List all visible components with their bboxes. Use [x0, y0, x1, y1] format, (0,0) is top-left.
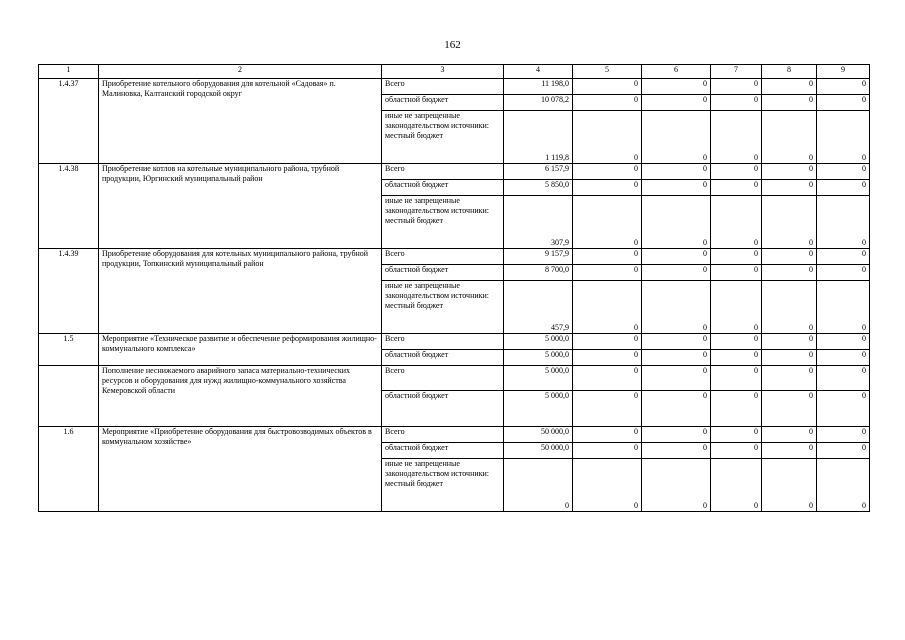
amount-cell: 0 [817, 443, 870, 459]
item-code: 1.4.38 [39, 164, 99, 249]
funding-source-sublabel: местный бюджет [385, 216, 443, 225]
funding-source [382, 334, 504, 350]
column-header: 6 [642, 65, 711, 79]
item-description: Пополнение неснижаемого аварийного запаса материально-технических ресурсов и оборудования для нужд жилищно-коммунального хозяйства Кемеровской области [99, 366, 382, 427]
funding-source [382, 391, 504, 427]
amount-cell: 5 850,0 [504, 180, 573, 196]
funding-source [382, 443, 504, 459]
amount-cell: 0 [817, 111, 870, 164]
amount-cell: 5 000,0 [504, 391, 573, 427]
funding-source [382, 350, 504, 366]
funding-source [382, 164, 504, 180]
amount-cell: 0 [642, 164, 711, 180]
amount-cell: 0 [573, 95, 642, 111]
item-description: Приобретение котельного оборудования для котельной «Садовая» п. Малиновка, Калтанский городской округ [99, 79, 382, 164]
amount-cell: 1 119,8 [504, 111, 573, 164]
funding-source [382, 366, 504, 391]
page-number: 162 [444, 39, 461, 51]
amount-cell: 0 [642, 265, 711, 281]
funding-source [382, 459, 504, 512]
column-header: 2 [99, 65, 382, 79]
funding-source-label: областной бюджет [385, 95, 449, 104]
funding-source-sublabel: местный бюджет [385, 131, 443, 140]
amount-cell: 8 700,0 [504, 265, 573, 281]
funding-source [382, 265, 504, 281]
amount-cell: 0 [762, 281, 817, 334]
table-row [39, 79, 870, 95]
amount-cell: 0 [817, 164, 870, 180]
funding-source-sublabel: местный бюджет [385, 301, 443, 310]
funding-source [382, 111, 504, 164]
funding-source-label: Всего [385, 427, 405, 436]
amount-cell: 0 [573, 281, 642, 334]
amount-cell: 0 [573, 350, 642, 366]
amount-cell: 0 [711, 459, 762, 512]
amount-cell: 0 [711, 366, 762, 391]
amount-cell: 0 [642, 180, 711, 196]
funding-source [382, 249, 504, 265]
amount-cell: 0 [642, 281, 711, 334]
amount-cell: 0 [762, 334, 817, 350]
amount-cell: 0 [573, 366, 642, 391]
amount-cell: 0 [762, 443, 817, 459]
column-header: 3 [382, 65, 504, 79]
amount-cell: 50 000,0 [504, 427, 573, 443]
amount-cell: 0 [711, 164, 762, 180]
column-header: 4 [504, 65, 573, 79]
amount-cell: 0 [573, 180, 642, 196]
amount-cell: 0 [711, 180, 762, 196]
header-row [39, 65, 870, 79]
amount-cell: 0 [642, 350, 711, 366]
amount-cell: 0 [711, 249, 762, 265]
funding-source-label: Всего [385, 164, 405, 173]
amount-cell: 5 000,0 [504, 334, 573, 350]
column-header: 7 [711, 65, 762, 79]
amount-cell: 0 [762, 427, 817, 443]
table-row [39, 366, 870, 391]
table-row [39, 334, 870, 350]
budget-table [38, 64, 870, 512]
amount-cell: 0 [573, 334, 642, 350]
amount-cell: 0 [711, 265, 762, 281]
amount-cell: 0 [711, 281, 762, 334]
amount-cell: 0 [762, 265, 817, 281]
funding-source [382, 180, 504, 196]
table-row [39, 249, 870, 265]
table-body [39, 79, 870, 512]
amount-cell: 0 [642, 249, 711, 265]
amount-cell: 0 [817, 196, 870, 249]
funding-source-label: областной бюджет [385, 180, 449, 189]
funding-source-label: областной бюджет [385, 350, 449, 359]
funding-source-label: областной бюджет [385, 391, 449, 400]
amount-cell: 0 [504, 459, 573, 512]
funding-source-label: Всего [385, 334, 405, 343]
amount-cell: 0 [573, 79, 642, 95]
item-description: Приобретение оборудования для котельных муниципального района, трубной продукции, Топкинский муниципальный район [99, 249, 382, 334]
amount-cell: 0 [711, 79, 762, 95]
column-header: 5 [573, 65, 642, 79]
amount-cell: 0 [711, 111, 762, 164]
funding-source [382, 281, 504, 334]
amount-cell: 0 [762, 164, 817, 180]
funding-source-label: иные не запрещенные законодательством источники: [385, 196, 490, 215]
funding-source [382, 427, 504, 443]
amount-cell: 0 [817, 350, 870, 366]
amount-cell: 0 [817, 249, 870, 265]
funding-source [382, 95, 504, 111]
item-description: Приобретение котлов на котельные муниципального района, трубной продукции, Юргинский муниципальный район [99, 164, 382, 249]
table-row [39, 427, 870, 443]
item-code: 1.4.37 [39, 79, 99, 164]
amount-cell: 0 [711, 334, 762, 350]
amount-cell: 0 [573, 249, 642, 265]
amount-cell: 0 [762, 79, 817, 95]
amount-cell: 0 [642, 79, 711, 95]
amount-cell: 0 [817, 334, 870, 350]
amount-cell: 457,9 [504, 281, 573, 334]
amount-cell: 0 [762, 111, 817, 164]
column-header: 1 [39, 65, 99, 79]
amount-cell: 307,9 [504, 196, 573, 249]
amount-cell: 0 [762, 459, 817, 512]
amount-cell: 0 [711, 196, 762, 249]
amount-cell: 0 [817, 79, 870, 95]
amount-cell: 0 [817, 180, 870, 196]
table-row [39, 164, 870, 180]
amount-cell: 0 [762, 366, 817, 391]
amount-cell: 0 [642, 95, 711, 111]
amount-cell: 10 078,2 [504, 95, 573, 111]
amount-cell: 0 [642, 443, 711, 459]
amount-cell: 0 [711, 95, 762, 111]
funding-source-label: Всего [385, 366, 405, 375]
item-description: Мероприятие «Техническое развитие и обеспечение реформирования жилищно-коммунального комплекса» [99, 334, 382, 366]
amount-cell: 0 [762, 95, 817, 111]
amount-cell: 0 [711, 443, 762, 459]
amount-cell: 0 [817, 459, 870, 512]
item-code: 1.5 [39, 334, 99, 366]
item-code: 1.4.39 [39, 249, 99, 334]
funding-source-label: областной бюджет [385, 265, 449, 274]
amount-cell: 11 198,0 [504, 79, 573, 95]
amount-cell: 0 [711, 391, 762, 427]
amount-cell: 5 000,0 [504, 366, 573, 391]
amount-cell: 0 [817, 391, 870, 427]
amount-cell: 0 [642, 334, 711, 350]
amount-cell: 0 [573, 164, 642, 180]
amount-cell: 0 [573, 111, 642, 164]
amount-cell: 0 [642, 459, 711, 512]
amount-cell: 0 [762, 180, 817, 196]
amount-cell: 0 [817, 281, 870, 334]
amount-cell: 6 157,9 [504, 164, 573, 180]
amount-cell: 0 [573, 391, 642, 427]
item-code: 1.6 [39, 427, 99, 512]
amount-cell: 0 [762, 249, 817, 265]
amount-cell: 0 [711, 350, 762, 366]
funding-source-label: иные не запрещенные законодательством источники: [385, 281, 490, 300]
funding-source-label: областной бюджет [385, 443, 449, 452]
amount-cell: 0 [762, 196, 817, 249]
amount-cell: 0 [762, 391, 817, 427]
amount-cell: 0 [573, 459, 642, 512]
amount-cell: 0 [817, 95, 870, 111]
column-header: 9 [817, 65, 870, 79]
amount-cell: 0 [642, 366, 711, 391]
amount-cell: 0 [817, 427, 870, 443]
amount-cell: 0 [573, 196, 642, 249]
amount-cell: 0 [642, 391, 711, 427]
amount-cell: 0 [642, 111, 711, 164]
amount-cell: 0 [642, 427, 711, 443]
amount-cell: 0 [573, 427, 642, 443]
funding-source [382, 79, 504, 95]
funding-source-sublabel: местный бюджет [385, 479, 443, 488]
column-header: 8 [762, 65, 817, 79]
funding-source-label: иные не запрещенные законодательством источники: [385, 111, 490, 130]
funding-source-label: иные не запрещенные законодательством источники: [385, 459, 490, 478]
amount-cell: 0 [573, 443, 642, 459]
amount-cell: 50 000,0 [504, 443, 573, 459]
amount-cell: 0 [817, 265, 870, 281]
item-code [39, 366, 99, 427]
amount-cell: 0 [817, 366, 870, 391]
amount-cell: 0 [762, 350, 817, 366]
amount-cell: 0 [711, 427, 762, 443]
amount-cell: 5 000,0 [504, 350, 573, 366]
funding-source-label: Всего [385, 249, 405, 258]
amount-cell: 0 [642, 196, 711, 249]
funding-source [382, 196, 504, 249]
item-description: Мероприятие «Приобретение оборудования для быстровозводимых объектов в коммунальном хозяйстве» [99, 427, 382, 512]
amount-cell: 9 157,9 [504, 249, 573, 265]
funding-source-label: Всего [385, 79, 405, 88]
amount-cell: 0 [573, 265, 642, 281]
